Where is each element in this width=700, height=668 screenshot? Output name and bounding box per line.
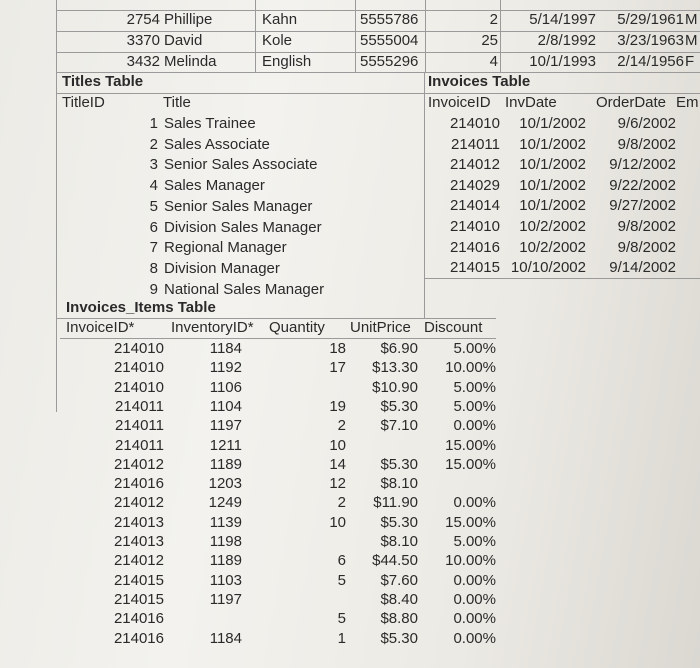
item-quantity-cell: 1 [337,629,346,647]
title-id-cell: 8 [149,259,158,277]
title-name-cell: National Sales Manager [164,280,325,298]
invoice-id-cell: 214014 [449,197,500,215]
employee-hire-date-cell: 2/8/1992 [537,32,596,49]
item-quantity-cell: 14 [329,455,346,473]
item-discount-cell: 10.00% [445,552,496,570]
item-invoice-id-cell: 214012 [113,494,164,512]
title-name-cell: Senior Sales Associate [164,156,318,174]
item-quantity-cell: 10 [329,513,346,531]
employee-gender-cell: F [685,53,695,70]
item-inventory-id-cell: 1189 [209,552,242,570]
item-discount-cell: 0.00% [453,571,496,589]
item-unit-price-cell: $11.90 [373,494,418,512]
item-invoice-id-cell: 214013 [113,513,164,531]
item-unit-price-cell: $13.30 [372,359,418,377]
invoice-order-date-cell: 9/14/2002 [609,259,676,277]
employee-first-name-cell: Melinda [164,53,217,70]
invoice-id-cell: 214010 [449,115,500,132]
invoices-col-header: OrderDate [596,94,667,111]
item-inventory-id-cell: 1139 [209,513,242,531]
employee-last-name-cell: Kole [262,32,293,49]
invoice-id-cell: 214012 [449,156,500,174]
employee-hire-date-cell: 5/14/1997 [529,11,596,28]
item-invoice-id-cell: 214015 [113,571,164,589]
invoice-id-cell: 214029 [449,176,500,194]
invoice-date-cell: 10/1/2002 [519,135,586,153]
item-inventory-id-cell: 1184 [209,340,242,357]
item-invoice-id-cell: 214010 [113,359,164,377]
employee-title-id-cell: 4 [489,53,498,70]
invoice-date-cell: 10/10/2002 [510,259,586,277]
invoice-items-col-header: InventoryID* [171,319,254,336]
item-unit-price-cell: $5.30 [380,513,418,531]
titles-col-id-header: TitleID [62,94,105,111]
invoices-table-heading: Invoices Table [428,73,531,90]
employee-id-cell: 3370 [126,32,160,49]
grid-vline [355,0,356,72]
invoice-order-date-cell: 9/8/2002 [617,218,676,235]
employee-phone-cell: 5555004 [360,32,419,49]
item-invoice-id-cell: 214016 [113,610,164,628]
employee-id-cell: 3432 [126,53,160,70]
item-quantity-cell: 12 [329,475,346,493]
item-quantity-cell: 2 [337,494,346,512]
item-invoice-id-cell: 214012 [113,552,164,570]
title-id-cell: 6 [149,218,158,236]
employee-birth-date-cell: 5/29/1961 [617,11,684,28]
title-id-cell: 7 [149,239,158,257]
title-name-cell: Sales Associate [164,135,270,153]
item-invoice-id-cell: 214011 [115,436,164,454]
invoice-id-cell: 214016 [449,238,500,256]
invoice-order-date-cell: 9/12/2002 [609,156,676,174]
item-inventory-id-cell: 1197 [209,590,242,608]
employee-first-name-cell: Phillipe [164,11,213,28]
item-invoice-id-cell: 214015 [113,590,164,608]
employee-id-cell: 2754 [126,11,160,28]
item-quantity-cell: 19 [329,397,346,415]
item-discount-cell: 5.00% [453,533,496,550]
item-invoice-id-cell: 214016 [113,629,164,647]
title-id-cell: 9 [149,280,158,298]
item-inventory-id-cell: 1192 [209,359,242,377]
item-unit-price-cell: $8.10 [380,475,418,493]
invoice-items-col-header: Discount [424,319,483,336]
item-discount-cell: 5.00% [453,397,496,415]
item-discount-cell: 15.00% [445,513,496,531]
invoice-date-cell: 10/1/2002 [519,197,586,215]
grid-vline [255,0,256,72]
title-name-cell: Division Sales Manager [164,218,322,236]
item-discount-cell: 5.00% [453,378,496,396]
item-inventory-id-cell: 1203 [208,475,242,493]
title-name-cell: Division Manager [164,259,280,277]
invoices-col-header: Em [676,94,699,111]
item-unit-price-cell: $8.40 [380,590,418,608]
employee-title-id-cell: 25 [481,32,498,49]
employee-gender-cell: M [685,32,698,49]
invoice-id-cell: 214011 [451,135,500,153]
grid-vline [425,0,426,72]
invoices-col-header: InvDate [505,94,557,111]
item-inventory-id-cell: 1198 [209,533,242,550]
item-discount-cell: 5.00% [453,340,496,357]
employee-gender-cell: M [685,11,698,28]
employee-birth-date-cell: 3/23/1963 [617,32,684,49]
employee-birth-date-cell: 2/14/1956 [617,53,684,70]
item-discount-cell: 0.00% [453,494,496,512]
invoice-id-cell: 214010 [449,218,500,235]
invoice-items-col-header: Quantity [269,319,325,336]
item-unit-price-cell: $8.10 [380,533,418,550]
title-id-cell: 3 [149,156,158,174]
invoice-order-date-cell: 9/27/2002 [609,197,676,215]
invoice-date-cell: 10/1/2002 [519,115,586,132]
grid-hline [56,72,700,73]
title-name-cell: Regional Manager [164,239,287,257]
invoice-id-cell: 214015 [449,259,500,277]
item-invoice-id-cell: 214013 [113,533,164,550]
invoice-order-date-cell: 9/8/2002 [617,135,676,153]
invoice-date-cell: 10/1/2002 [519,156,586,174]
item-invoice-id-cell: 214016 [113,475,164,493]
item-invoice-id-cell: 214011 [115,397,164,415]
invoice-date-cell: 10/2/2002 [519,218,586,235]
item-invoice-id-cell: 214011 [115,417,164,435]
item-discount-cell: 0.00% [453,417,496,435]
item-inventory-id-cell: 1104 [209,397,242,415]
item-unit-price-cell: $5.30 [380,397,418,415]
item-discount-cell: 15.00% [445,455,496,473]
invoice-order-date-cell: 9/8/2002 [617,238,676,256]
item-discount-cell: 0.00% [453,590,496,608]
item-invoice-id-cell: 214010 [113,340,164,357]
title-name-cell: Sales Trainee [164,115,256,132]
grid-vline [56,0,57,72]
employee-phone-cell: 5555786 [360,11,419,28]
employee-hire-date-cell: 10/1/1993 [529,53,596,70]
employee-first-name-cell: David [164,32,203,49]
invoice-items-col-header: InvoiceID* [66,319,135,336]
item-unit-price-cell: $6.90 [380,340,418,357]
item-discount-cell: 0.00% [453,629,496,647]
item-unit-price-cell: $5.30 [380,455,418,473]
title-id-cell: 1 [149,115,158,132]
item-invoice-id-cell: 214012 [113,455,164,473]
employee-phone-cell: 5555296 [360,53,419,70]
grid-vline [424,72,425,318]
item-inventory-id-cell: 1184 [209,629,242,647]
invoices-col-header: InvoiceID [428,94,491,111]
item-quantity-cell: 6 [337,552,346,570]
employee-last-name-cell: Kahn [262,11,298,28]
item-inventory-id-cell: 1106 [209,378,242,396]
item-inventory-id-cell: 1189 [209,455,242,473]
item-inventory-id-cell: 1103 [209,571,242,589]
item-quantity-cell: 17 [329,359,346,377]
grid-vline [56,72,57,412]
employee-last-name-cell: English [262,53,312,70]
titles-col-title-header: Title [163,94,191,111]
item-unit-price-cell: $44.50 [372,552,418,570]
item-unit-price-cell: $7.60 [380,571,418,589]
invoice-date-cell: 10/1/2002 [519,176,586,194]
invoice-items-col-header: UnitPrice [350,319,411,336]
item-unit-price-cell: $5.30 [380,629,418,647]
item-quantity-cell: 5 [337,610,346,628]
item-inventory-id-cell: 1249 [208,494,242,512]
title-id-cell: 4 [149,177,158,195]
item-unit-price-cell: $7.10 [380,417,418,435]
invoice-date-cell: 10/2/2002 [519,238,586,256]
titles-table-heading: Titles Table [62,73,144,90]
item-discount-cell: 15.00% [445,436,496,454]
item-inventory-id-cell: 1197 [209,417,242,435]
item-discount-cell: 10.00% [445,359,496,377]
item-discount-cell: 0.00% [453,610,496,628]
invoice-items-table-heading: Invoices_Items Table [66,299,216,316]
item-quantity-cell: 5 [337,571,346,589]
item-invoice-id-cell: 214010 [113,378,164,396]
item-inventory-id-cell: 1211 [209,436,242,454]
invoice-order-date-cell: 9/6/2002 [617,115,676,132]
title-id-cell: 2 [149,135,158,153]
item-unit-price-cell: $8.80 [380,610,418,628]
title-id-cell: 5 [149,197,158,215]
item-unit-price-cell: $10.90 [372,378,418,396]
employee-title-id-cell: 2 [489,11,498,28]
title-name-cell: Sales Manager [164,177,265,195]
invoice-order-date-cell: 9/22/2002 [609,176,676,194]
item-quantity-cell: 2 [337,417,346,435]
item-quantity-cell: 10 [329,436,346,454]
title-name-cell: Senior Sales Manager [164,197,313,215]
item-quantity-cell: 18 [329,340,346,357]
